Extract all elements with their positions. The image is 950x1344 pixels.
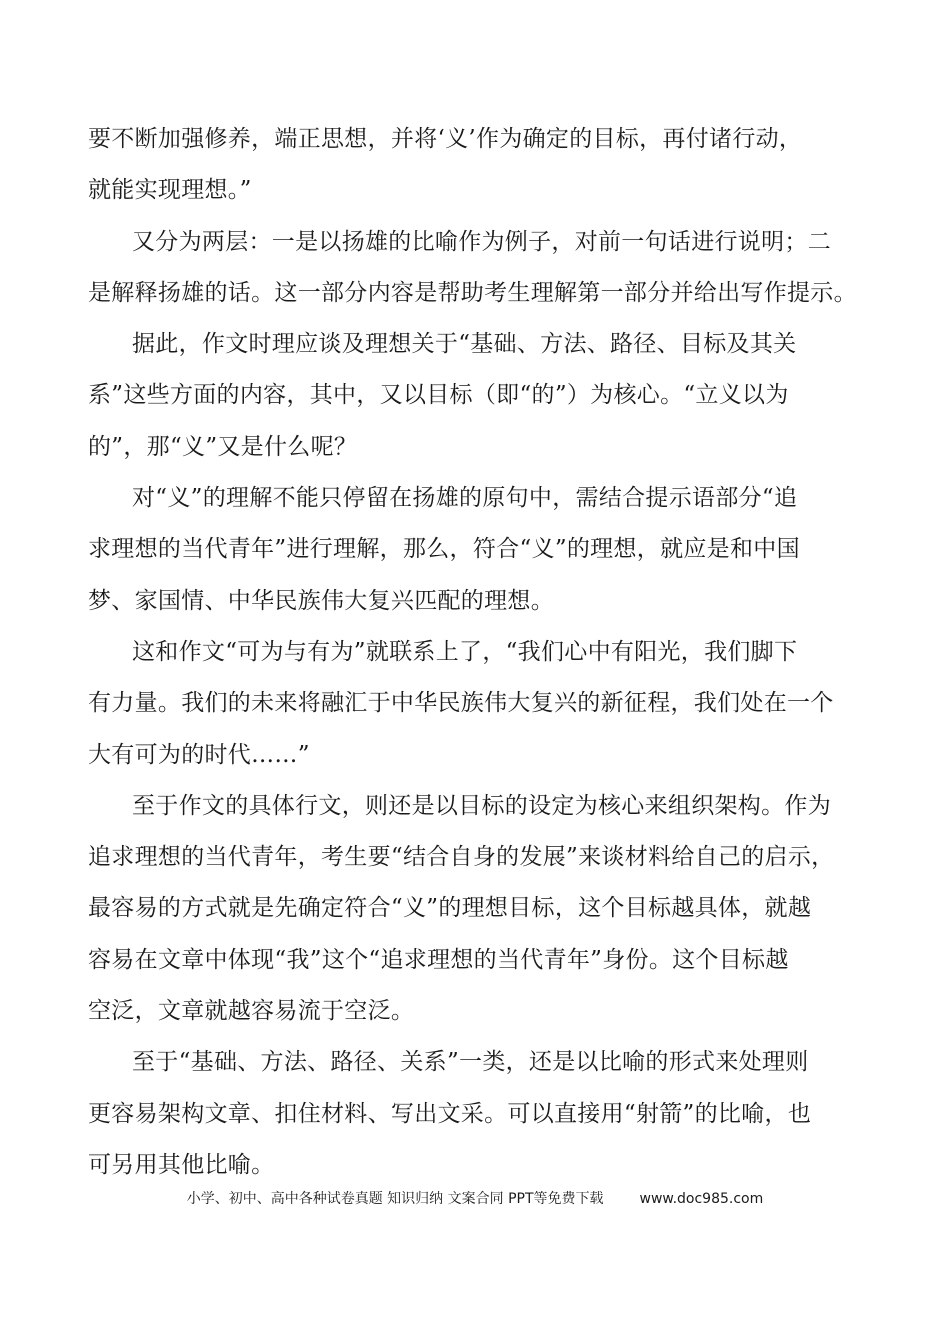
text-line: 求理想的当代青年”进行理解，那么，符合“义”的理想，就应是和中国 bbox=[88, 536, 800, 563]
paragraph-first-line: 据此，作文时理应谈及理想关于“基础、方法、路径、目标及其关 bbox=[132, 331, 797, 358]
paragraph-first-line: 又分为两层：一是以扬雄的比喻作为例子，对前一句话进行说明；二 bbox=[132, 228, 831, 255]
footer-site-link[interactable]: www.doc985.com bbox=[639, 1191, 764, 1207]
footer-text: 小学、初中、高中各种试卷真题 知识归纳 文案合同 PPT等免费下载 bbox=[186, 1191, 604, 1207]
text-line: 空泛，文章就越容易流于空泛。 bbox=[88, 998, 415, 1025]
paragraph-first-line: 这和作文“可为与有为”就联系上了，“我们心中有阳光，我们脚下 bbox=[132, 638, 798, 665]
text-line: 就能实现理想。” bbox=[88, 177, 252, 204]
text-line: 大有可为的时代……” bbox=[88, 741, 310, 768]
text-line: 容易在文章中体现“我”这个“追求理想的当代青年”身份。这个目标越 bbox=[88, 946, 789, 973]
paragraph-first-line: 至于作文的具体行文，则还是以目标的设定为核心来组织架构。作为 bbox=[132, 792, 831, 819]
text-line: 追求理想的当代青年，考生要“结合自身的发展”来谈材料给自己的启示， bbox=[88, 844, 835, 871]
text-line: 的”，那“义”又是什么呢？ bbox=[88, 433, 358, 460]
text-line: 是解释扬雄的话。这一部分内容是帮助考生理解第一部分并给出写作提示。 bbox=[88, 279, 857, 306]
text-line: 梦、家国情、中华民族伟大复兴匹配的理想。 bbox=[88, 587, 554, 614]
page-footer bbox=[0, 1188, 950, 1208]
paragraph-first-line: 对“义”的理解不能只停留在扬雄的原句中，需结合提示语部分“追 bbox=[132, 485, 798, 512]
text-line: 更容易架构文章、扣住材料、写出文采。可以直接用“射箭”的比喻，也 bbox=[88, 1100, 812, 1127]
paragraph-first-line: 至于“基础、方法、路径、关系”一类，还是以比喻的形式来处理则 bbox=[132, 1049, 809, 1076]
text-line: 最容易的方式就是先确定符合“义”的理想目标，这个目标越具体，就越 bbox=[88, 895, 812, 922]
text-line: 有力量。我们的未来将融汇于中华民族伟大复兴的新征程，我们处在一个 bbox=[88, 690, 834, 717]
body-text bbox=[88, 114, 857, 1191]
text-line: 系”这些方面的内容，其中，又以目标（即“的”）为核心。“立义以为 bbox=[88, 382, 789, 409]
text-line: 可另用其他比喻。 bbox=[88, 1151, 275, 1178]
text-line: 要不断加强修养，端正思想，并将‘义’作为确定的目标，再付诸行动， bbox=[88, 126, 803, 152]
